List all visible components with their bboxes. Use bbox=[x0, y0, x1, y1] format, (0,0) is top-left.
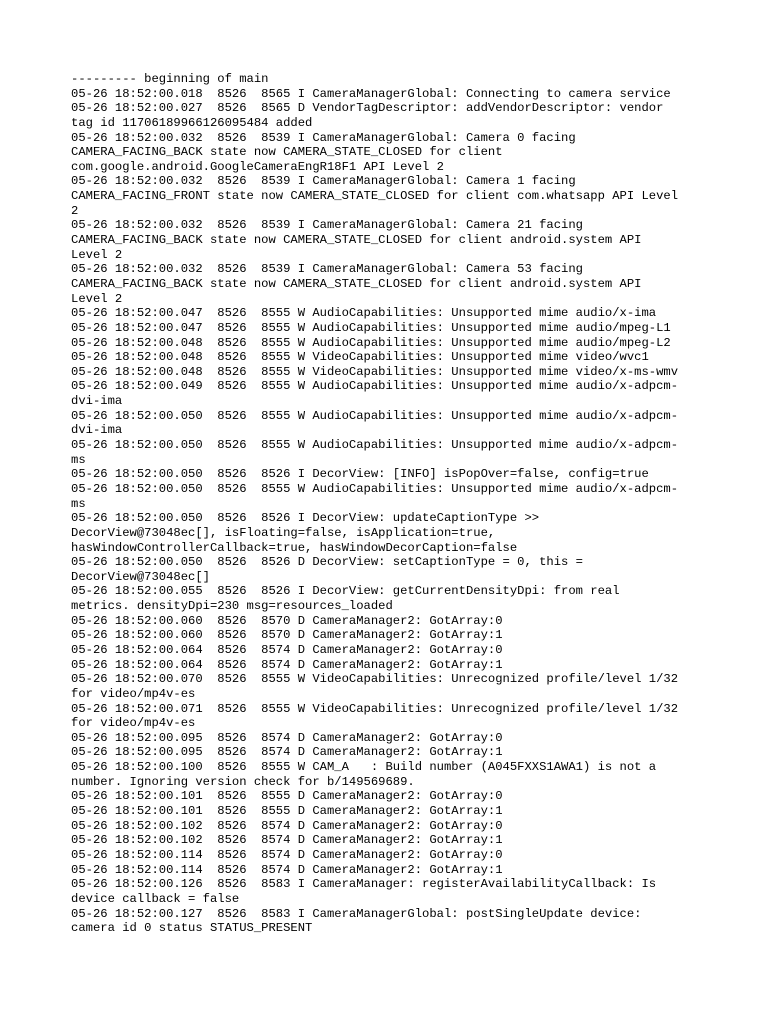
log-line: 05-26 18:52:00.047 8526 8555 W AudioCapabilities: Unsupported mime audio/mpeg-L1 bbox=[71, 320, 671, 335]
log-line: 05-26 18:52:00.064 8526 8574 D CameraManager2: GotArray:1 bbox=[71, 657, 503, 672]
log-line: 05-26 18:52:00.049 8526 8555 W AudioCapabilities: Unsupported mime audio/x-adpcm- bbox=[71, 379, 679, 394]
log-line: 05-26 18:52:00.047 8526 8555 W AudioCapabilities: Unsupported mime audio/x-ima bbox=[71, 306, 657, 321]
log-line: tag id 11706189966126095484 added bbox=[71, 115, 313, 130]
log-line: 05-26 18:52:00.060 8526 8570 D CameraManager2: GotArray:0 bbox=[71, 613, 503, 628]
log-line: 05-26 18:52:00.050 8526 8555 W AudioCapabilities: Unsupported mime audio/x-adpcm- bbox=[71, 408, 679, 423]
log-line: CAMERA_FACING_FRONT state now CAMERA_STATE_CLOSED for client com.whatsapp API Level bbox=[71, 189, 679, 204]
log-line: 05-26 18:52:00.018 8526 8565 I CameraManagerGlobal: Connecting to camera service bbox=[71, 86, 671, 101]
log-line: number. Ignoring version check for b/149569689. bbox=[71, 774, 415, 789]
log-line: hasWindowControllerCallback=true, hasWindowDecorCaption=false bbox=[71, 540, 518, 555]
log-line: 05-26 18:52:00.095 8526 8574 D CameraManager2: GotArray:0 bbox=[71, 730, 503, 745]
log-line: 05-26 18:52:00.032 8526 8539 I CameraManagerGlobal: Camera 0 facing bbox=[71, 130, 576, 145]
log-line: 05-26 18:52:00.048 8526 8555 W VideoCapabilities: Unsupported mime video/wvc1 bbox=[71, 350, 649, 365]
log-line: 05-26 18:52:00.095 8526 8574 D CameraManager2: GotArray:1 bbox=[71, 745, 503, 760]
log-line: 05-26 18:52:00.032 8526 8539 I CameraManagerGlobal: Camera 21 facing bbox=[71, 218, 583, 233]
log-line: 05-26 18:52:00.060 8526 8570 D CameraManager2: GotArray:1 bbox=[71, 628, 503, 643]
log-line: --------- beginning of main bbox=[71, 72, 269, 86]
log-line: 05-26 18:52:00.050 8526 8555 W AudioCapabilities: Unsupported mime audio/x-adpcm- bbox=[71, 481, 679, 496]
log-line: 05-26 18:52:00.064 8526 8574 D CameraManager2: GotArray:0 bbox=[71, 642, 503, 657]
log-line: CAMERA_FACING_BACK state now CAMERA_STATE_CLOSED for client android.system API bbox=[71, 276, 642, 291]
log-line: 05-26 18:52:00.032 8526 8539 I CameraManagerGlobal: Camera 53 facing bbox=[71, 262, 583, 277]
log-line: Level 2 bbox=[71, 247, 123, 262]
log-line: 05-26 18:52:00.100 8526 8555 W CAM_A : Build number (A045FXXS1AWA1) is not a bbox=[71, 760, 657, 775]
log-line: 05-26 18:52:00.101 8526 8555 D CameraManager2: GotArray:0 bbox=[71, 789, 503, 804]
log-line: ms bbox=[71, 452, 86, 467]
log-line: ms bbox=[71, 496, 86, 511]
log-line: camera id 0 status STATUS_PRESENT bbox=[71, 921, 313, 936]
log-line: 05-26 18:52:00.101 8526 8555 D CameraManager2: GotArray:1 bbox=[71, 804, 503, 819]
log-line: dvi-ima bbox=[71, 394, 123, 409]
log-line: 05-26 18:52:00.048 8526 8555 W AudioCapabilities: Unsupported mime audio/mpeg-L2 bbox=[71, 335, 671, 350]
log-line: 05-26 18:52:00.127 8526 8583 I CameraManagerGlobal: postSingleUpdate device: bbox=[71, 906, 642, 921]
log-line: Level 2 bbox=[71, 291, 123, 306]
log-line: 2 bbox=[71, 203, 79, 218]
log-line: device callback = false bbox=[71, 891, 240, 906]
log-line: for video/mp4v-es bbox=[71, 716, 196, 731]
log-line: 05-26 18:52:00.048 8526 8555 W VideoCapabilities: Unsupported mime video/x-ms-wmv bbox=[71, 364, 679, 379]
log-line: 05-26 18:52:00.050 8526 8526 D DecorView: setCaptionType = 0, this = bbox=[71, 555, 583, 570]
log-line: 05-26 18:52:00.032 8526 8539 I CameraManagerGlobal: Camera 1 facing bbox=[71, 174, 576, 189]
log-line: 05-26 18:52:00.071 8526 8555 W VideoCapabilities: Unrecognized profile/level 1/32 bbox=[71, 701, 679, 716]
log-line: for video/mp4v-es bbox=[71, 686, 196, 701]
log-line: DecorView@73048ec[] bbox=[71, 569, 210, 584]
log-line: 05-26 18:52:00.050 8526 8555 W AudioCapabilities: Unsupported mime audio/x-adpcm- bbox=[71, 438, 679, 453]
log-line: 05-26 18:52:00.114 8526 8574 D CameraManager2: GotArray:1 bbox=[71, 862, 503, 877]
log-line: 05-26 18:52:00.055 8526 8526 I DecorView: getCurrentDensityDpi: from real bbox=[71, 584, 620, 599]
log-line: 05-26 18:52:00.070 8526 8555 W VideoCapabilities: Unrecognized profile/level 1/32 bbox=[71, 672, 679, 687]
log-line: DecorView@73048ec[], isFloating=false, isApplication=true, bbox=[71, 525, 496, 540]
log-text-block bbox=[71, 72, 711, 936]
log-line: 05-26 18:52:00.050 8526 8526 I DecorView: [INFO] isPopOver=false, config=true bbox=[71, 467, 649, 482]
log-line: dvi-ima bbox=[71, 423, 123, 438]
log-line: CAMERA_FACING_BACK state now CAMERA_STATE_CLOSED for client android.system API bbox=[71, 233, 642, 248]
log-line: 05-26 18:52:00.027 8526 8565 D VendorTagDescriptor: addVendorDescriptor: vendor bbox=[71, 101, 664, 116]
log-line: 05-26 18:52:00.126 8526 8583 I CameraManager: registerAvailabilityCallback: Is bbox=[71, 877, 657, 892]
log-line: CAMERA_FACING_BACK state now CAMERA_STATE_CLOSED for client bbox=[71, 145, 503, 160]
log-line: 05-26 18:52:00.102 8526 8574 D CameraManager2: GotArray:1 bbox=[71, 833, 503, 848]
log-line: metrics. densityDpi=230 msg=resources_loaded bbox=[71, 599, 393, 614]
log-line: com.google.android.GoogleCameraEngR18F1 API Level 2 bbox=[71, 159, 444, 174]
log-line: 05-26 18:52:00.102 8526 8574 D CameraManager2: GotArray:0 bbox=[71, 818, 503, 833]
log-line: 05-26 18:52:00.050 8526 8526 I DecorView: updateCaptionType >> bbox=[71, 511, 540, 526]
log-line: 05-26 18:52:00.114 8526 8574 D CameraManager2: GotArray:0 bbox=[71, 847, 503, 862]
